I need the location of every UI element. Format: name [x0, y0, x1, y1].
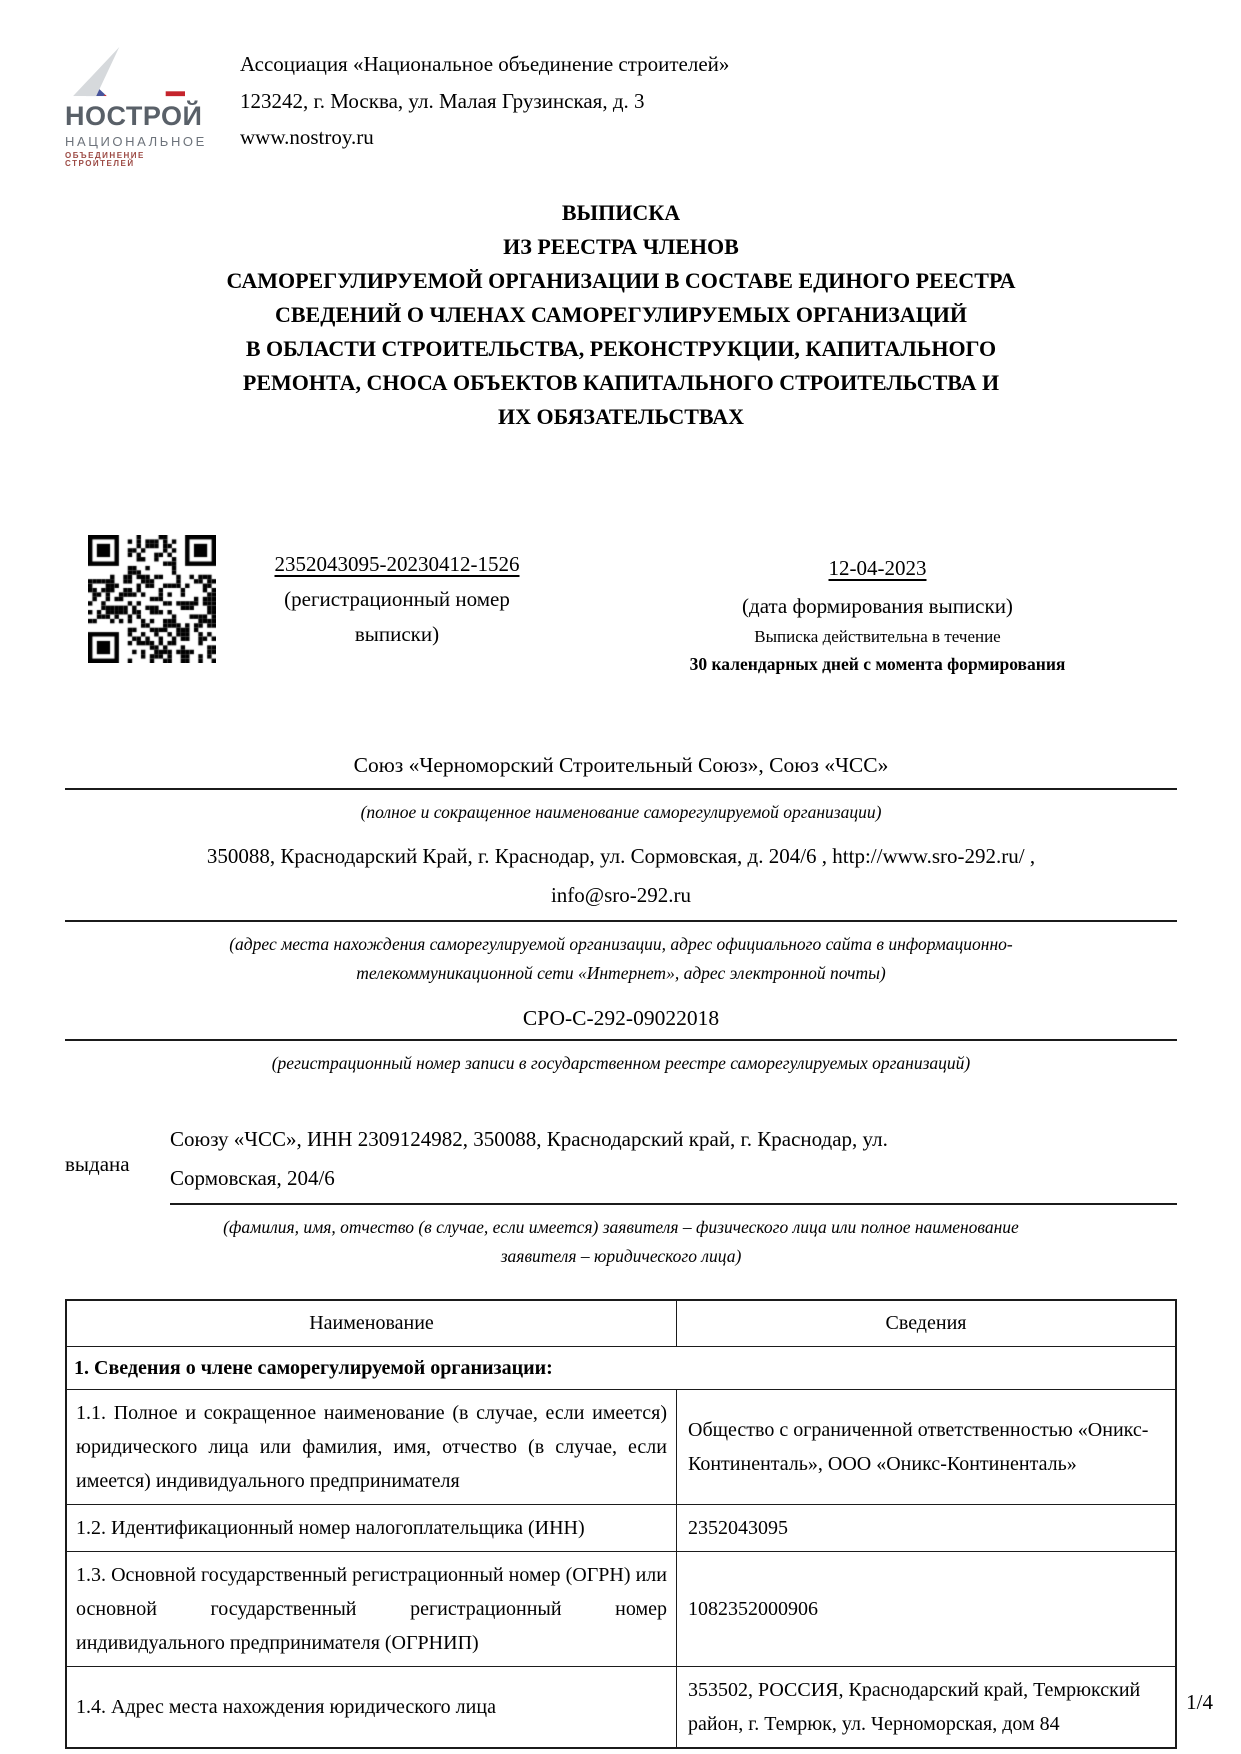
issued-caption-2: заявителя – юридического лица)	[500, 1246, 742, 1266]
table-section-row	[66, 1347, 1176, 1390]
column-header-details: Сведения	[677, 1300, 1177, 1347]
section-title: 1. Сведения о члене саморегулируемой организации:	[66, 1347, 1176, 1390]
association-info	[240, 44, 729, 156]
row-name: 1.1. Полное и сокращенное наименование (в случае, если имеется) юридического лица или фамилия, имя, отчество (в случае, если имеется) индивидуального предпринимателя	[66, 1390, 677, 1505]
document-header	[65, 0, 1177, 168]
row-name: 1.2. Идентификационный номер налогоплательщика (ИНН)	[66, 1505, 677, 1552]
row-value: 1082352000906	[677, 1552, 1177, 1667]
logo-subtitle-1: НАЦИОНАЛЬНОЕ	[65, 134, 207, 149]
association-address: 123242, г. Москва, ул. Малая Грузинская, д. 3	[240, 88, 645, 113]
table-row	[66, 1390, 1176, 1505]
sro-register-record: СРО-С-292-09022018	[65, 992, 1177, 1041]
validity-note-2: 30 календарных дней с момента формирования	[689, 654, 1066, 674]
title-line: РЕМОНТА, СНОСА ОБЪЕКТОВ КАПИТАЛЬНОГО СТРОИТЕЛЬСТВА И	[242, 370, 1000, 395]
reg-number-caption-1: (регистрационный номер	[284, 587, 510, 611]
issued-label: выдана	[65, 1152, 130, 1176]
logo-subtitle-2: ОБЪЕДИНЕНИЕ СТРОИТЕЛЕЙ	[65, 151, 145, 168]
extract-reg-number: 2352043095-20230412-1526	[274, 552, 520, 576]
title-line: ВЫПИСКА	[561, 200, 681, 225]
row-value: 2352043095	[677, 1505, 1177, 1552]
validity-note-1: Выписка действительна в течение	[754, 627, 1001, 646]
title-line: ИХ ОБЯЗАТЕЛЬСТВАХ	[498, 404, 744, 429]
sro-address-caption	[65, 930, 1177, 988]
association-website: www.nostroy.ru	[240, 125, 374, 149]
row-name: 1.3. Основной государственный регистрационный номер (ОГРН) или основной государственный регистрационный номер индивидуального предпринимателя (ОГРНИП)	[66, 1552, 677, 1667]
issue-info-row	[65, 535, 1177, 675]
sro-name-caption: (полное и сокращенное наименование саморегулируемой организации)	[360, 802, 882, 822]
qr-code	[88, 535, 216, 665]
extract-reg-number-block	[216, 535, 578, 675]
page-number: 1/4	[1186, 1690, 1213, 1714]
sro-address-caption-2: телекоммуникационной сети «Интернет», адрес электронной почты)	[356, 963, 886, 983]
table-row	[66, 1667, 1176, 1749]
row-value: 353502, РОССИЯ, Краснодарский край, Темрюкский район, г. Темрюк, ул. Черноморская, дом 84	[677, 1667, 1177, 1749]
nostroy-logo	[65, 44, 207, 168]
reg-number-caption-2: выписки)	[354, 622, 440, 646]
title-line: ИЗ РЕЕСТРА ЧЛЕНОВ	[503, 234, 739, 259]
sro-name: Союз «Черноморский Строительный Союз», Союз «ЧСС»	[65, 753, 1177, 790]
document-title	[65, 196, 1177, 434]
row-name: 1.4. Адрес места нахождения юридического лица	[66, 1667, 677, 1749]
table-row	[66, 1505, 1176, 1552]
sro-register-record-caption: (регистрационный номер записи в государственном реестре саморегулируемых организаций)	[271, 1053, 971, 1073]
extract-date-caption: (дата формирования выписки)	[742, 594, 1013, 618]
sro-address-caption-1: (адрес места нахождения саморегулируемой организации, адрес официального сайта в информационно-	[229, 934, 1013, 954]
title-line: В ОБЛАСТИ СТРОИТЕЛЬСТВА, РЕКОНСТРУКЦИИ, КАПИТАЛЬНОГО	[245, 336, 997, 361]
column-header-name: Наименование	[66, 1300, 677, 1347]
issued-to	[170, 1120, 1177, 1205]
table-row	[66, 1552, 1176, 1667]
association-name: Ассоциация «Национальное объединение строителей»	[240, 52, 730, 76]
title-line: СВЕДЕНИЙ О ЧЛЕНАХ САМОРЕГУЛИРУЕМЫХ ОРГАНИЗАЦИЙ	[274, 302, 968, 327]
member-info-table	[65, 1299, 1177, 1749]
issued-caption	[65, 1213, 1177, 1271]
extract-date-block	[578, 535, 1177, 675]
sro-address-line-1: 350088, Краснодарский Край, г. Краснодар, ул. Сормовская, д. 204/6 , http://www.sro-292.ru/ ,	[206, 844, 1036, 868]
sro-address-line-2: info@sro-292.ru	[550, 883, 692, 907]
issued-caption-1: (фамилия, имя, отчество (в случае, если имеется) заявителя – физического лица или полное наименование	[223, 1217, 1019, 1237]
sro-address	[65, 837, 1177, 922]
table-header-row	[66, 1300, 1176, 1347]
extract-date: 12-04-2023	[828, 556, 927, 580]
issued-to-line-2: Сормовская, 204/6	[170, 1166, 335, 1190]
mountain-logo-icon	[67, 44, 191, 100]
issued-to-line-1: Союзу «ЧСС», ИНН 2309124982, 350088, Краснодарский край, г. Краснодар, ул.	[170, 1127, 888, 1151]
row-value: Общество с ограниченной ответственностью «Оникс-Континенталь», ООО «Оникс-Континенталь»	[677, 1390, 1177, 1505]
title-line: САМОРЕГУЛИРУЕМОЙ ОРГАНИЗАЦИИ В СОСТАВЕ ЕДИНОГО РЕЕСТРА	[226, 268, 1016, 293]
issued-section	[65, 1120, 1177, 1205]
logo-brand-text: НОСТРОЙ	[65, 101, 203, 131]
